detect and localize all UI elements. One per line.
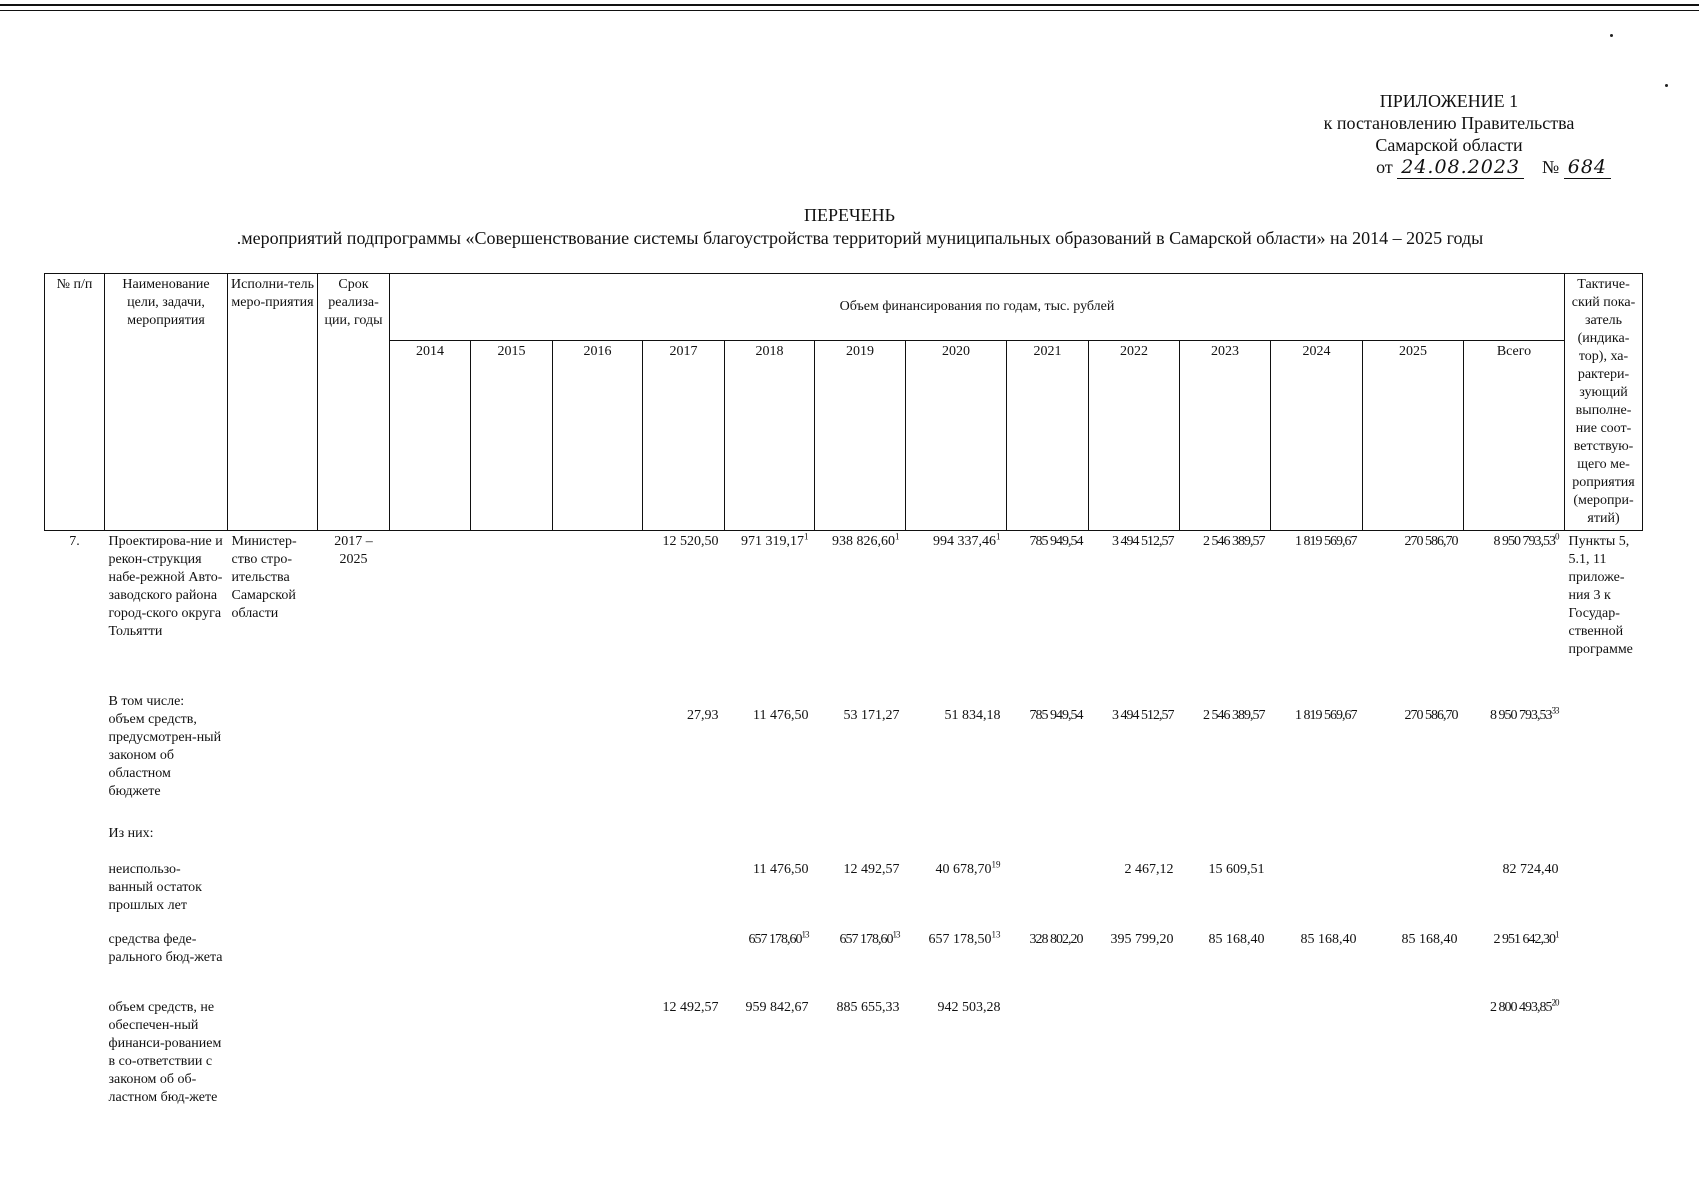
header-year: 2018 <box>725 340 815 530</box>
year-value-cell <box>815 859 906 929</box>
value-text: 51 834,18 <box>944 707 1001 723</box>
year-value-cell <box>643 859 725 929</box>
footnote-mark: 19 <box>991 858 1001 869</box>
year-value-cell <box>1271 691 1363 823</box>
year-value-cell <box>725 859 815 929</box>
row-no: 7. <box>69 534 80 549</box>
footnote-mark: 33 <box>1551 704 1559 715</box>
year-value-cell <box>1007 691 1089 823</box>
value-text: 3 494 512,57 <box>1112 534 1174 549</box>
table-row-federal-budget <box>45 929 1643 997</box>
year-value-cell <box>643 997 725 1142</box>
year-value-cell <box>471 859 553 929</box>
row-indicator: Пункты 5, 5.1, 11 приложе-ния 3 к Государ-ственной программе <box>1568 534 1633 657</box>
appendix-label: ПРИЛОЖЕНИЕ 1 <box>1379 91 1519 111</box>
row-name: средства феде-рального бюд-жета <box>108 931 223 965</box>
year-value-cell <box>1180 929 1271 997</box>
footnote-mark: 0 <box>1555 531 1559 542</box>
value-text: 1 819 569,67 <box>1295 707 1357 723</box>
year-value-cell <box>390 531 471 691</box>
value-text: 885 655,33 <box>836 999 900 1015</box>
footnote-mark: 20 <box>1551 996 1559 1007</box>
number-prefix: № <box>1542 157 1560 177</box>
header-year: 2016 <box>553 340 643 530</box>
total-cell <box>1464 929 1565 997</box>
value-text: 8 950 793,53 <box>1490 707 1552 723</box>
document-title: ПЕРЕЧЕНЬ <box>803 205 896 225</box>
header-year: 2023 <box>1180 340 1271 530</box>
value-text: 657 178,50 <box>928 931 992 947</box>
header-year: 2015 <box>471 340 553 530</box>
row-name: неиспользо-ванный остаток прошлых лет <box>108 861 202 913</box>
year-value-cell <box>815 997 906 1142</box>
value-text: 270 586,70 <box>1404 707 1458 723</box>
year-value-cell <box>553 859 643 929</box>
total-cell <box>1464 531 1565 691</box>
value-text: 959 842,67 <box>745 999 809 1015</box>
scan-top-border-inner <box>0 10 1699 11</box>
value-text: 1 819 569,67 <box>1295 534 1357 549</box>
table-row-main <box>45 531 1643 691</box>
year-value-cell <box>471 531 553 691</box>
scan-speck <box>1610 34 1613 37</box>
year-value-cell <box>1007 929 1089 997</box>
footnote-mark: 13 <box>892 928 900 939</box>
year-value-cell <box>1089 929 1180 997</box>
year-value-cell <box>815 929 906 997</box>
header-indicator: Тактиче-ский пока-затель (индика-тор), ха-рактери-зующий выполне-ние соот-ветствую-щего ме-роприятия (меропри-ятий) <box>1565 274 1643 531</box>
total-cell <box>1464 691 1565 823</box>
year-value-cell <box>643 929 725 997</box>
header-year: 2022 <box>1089 340 1180 530</box>
table-row-unused-balance <box>45 859 1643 929</box>
header-year: 2025 <box>1363 340 1464 530</box>
year-value-cell <box>1089 859 1180 929</box>
value-text: 2 546 389,57 <box>1203 707 1265 723</box>
footnote-mark: 1 <box>895 531 900 542</box>
value-text: 657 178,60 <box>748 931 802 947</box>
value-text: 2 467,12 <box>1124 861 1174 877</box>
value-text: 12 520,50 <box>662 534 719 549</box>
header-no: № п/п <box>45 274 105 531</box>
value-text: 994 337,46 <box>933 534 996 549</box>
value-text: 12 492,57 <box>843 861 900 877</box>
year-value-cell <box>1271 997 1363 1142</box>
decree-date-line <box>1279 156 1619 178</box>
document-subtitle: .мероприятий подпрограммы «Совершенствование системы благоустройства территорий муниципальных образований в Самарской области» на 2014 – 2025 годы <box>236 228 1484 248</box>
table-header-row <box>45 274 1643 341</box>
row-name: объем средств, не обеспечен-ный финанси-рованием в со-ответствии с законом об об-ластном бюд-жете <box>108 999 222 1105</box>
header-year: 2014 <box>390 340 471 530</box>
year-value-cell <box>1180 691 1271 823</box>
decree-number: 684 <box>1564 156 1611 179</box>
year-value-cell <box>1089 997 1180 1142</box>
year-value-cell <box>643 531 725 691</box>
value-text: 53 171,27 <box>843 707 900 723</box>
value-text: 785 949,54 <box>1029 534 1083 549</box>
total-cell <box>1464 859 1565 929</box>
row-term: 2017 – 2025 <box>334 534 373 567</box>
scan-top-border <box>0 4 1699 6</box>
header-term: Срок реализа-ции, годы <box>318 274 390 531</box>
decree-line-1: к постановлению Правительства <box>1323 113 1575 133</box>
year-value-cell <box>1363 859 1464 929</box>
row-name: Из них: <box>108 825 154 841</box>
row-name: Проектирова-ние и рекон-струкция набе-режной Авто-заводского района город-ского округа Тольятти <box>108 534 223 639</box>
year-value-cell <box>390 929 471 997</box>
year-value-cell <box>1363 531 1464 691</box>
measures-table <box>44 273 1643 1142</box>
year-value-cell <box>1271 859 1363 929</box>
table-row-of-them <box>45 823 1643 859</box>
decree-date: 24.08.2023 <box>1397 156 1524 179</box>
value-text: 85 168,40 <box>1401 931 1458 947</box>
year-value-cell <box>643 691 725 823</box>
year-value-cell <box>906 531 1007 691</box>
header-executor: Исполни-тель меро-приятия <box>228 274 318 531</box>
year-value-cell <box>1180 531 1271 691</box>
header-year: 2020 <box>906 340 1007 530</box>
header-total: Всего <box>1464 340 1565 530</box>
value-text: 971 319,17 <box>741 534 804 549</box>
year-value-cell <box>553 531 643 691</box>
header-year: 2021 <box>1007 340 1089 530</box>
value-text: 2 800 493,85 <box>1490 999 1552 1015</box>
decree-line-2: Самарской области <box>1375 135 1523 155</box>
footnote-mark: 13 <box>801 928 809 939</box>
table-row-including <box>45 691 1643 823</box>
footnote-mark: 13 <box>991 928 1001 939</box>
footnote-mark: 1 <box>804 531 809 542</box>
year-value-cell <box>1007 531 1089 691</box>
year-value-cell <box>553 691 643 823</box>
year-value-cell <box>815 691 906 823</box>
footnote-mark: 1 <box>996 531 1001 542</box>
year-value-cell <box>1089 531 1180 691</box>
value-text: 3 494 512,57 <box>1112 707 1174 723</box>
approval-block <box>1279 90 1619 178</box>
year-value-cell <box>471 929 553 997</box>
year-value-cell <box>1271 929 1363 997</box>
year-value-cell <box>1271 531 1363 691</box>
header-year: 2019 <box>815 340 906 530</box>
year-value-cell <box>553 929 643 997</box>
value-text: 85 168,40 <box>1208 931 1265 947</box>
value-text: 85 168,40 <box>1300 931 1357 947</box>
value-text: 657 178,60 <box>839 931 893 947</box>
value-text: 15 609,51 <box>1208 861 1265 877</box>
date-prefix: от <box>1376 157 1393 177</box>
year-value-cell <box>725 997 815 1142</box>
value-text: 328 802,20 <box>1029 931 1083 947</box>
value-text: 8 950 793,53 <box>1493 534 1556 549</box>
value-text: 11 476,50 <box>753 707 809 723</box>
value-text: 942 503,28 <box>937 999 1001 1015</box>
year-value-cell <box>1363 997 1464 1142</box>
footnote-mark: 1 <box>1555 928 1559 939</box>
value-text: 12 492,57 <box>662 999 719 1015</box>
value-text: 2 546 389,57 <box>1203 534 1265 549</box>
value-text: 785 949,54 <box>1029 707 1083 723</box>
year-value-cell <box>906 859 1007 929</box>
row-name: В том числе: объем средств, предусмотрен-ный законом об областном бюджете <box>108 693 222 799</box>
header-year: 2024 <box>1271 340 1363 530</box>
header-funding: Объем финансирования по годам, тыс. рублей <box>390 274 1565 341</box>
total-cell <box>1464 997 1565 1142</box>
year-value-cell <box>906 997 1007 1142</box>
year-value-cell <box>1180 859 1271 929</box>
year-value-cell <box>553 997 643 1142</box>
year-value-cell <box>390 859 471 929</box>
value-text: 938 826,60 <box>832 534 895 549</box>
year-value-cell <box>1007 859 1089 929</box>
table-row-unsecured <box>45 997 1643 1142</box>
year-value-cell <box>1363 929 1464 997</box>
year-value-cell <box>471 691 553 823</box>
value-text: 40 678,70 <box>935 861 992 877</box>
year-value-cell <box>725 531 815 691</box>
value-text: 82 724,40 <box>1502 861 1559 877</box>
year-value-cell <box>390 691 471 823</box>
year-value-cell <box>1089 691 1180 823</box>
value-text: 270 586,70 <box>1404 534 1458 549</box>
year-value-cell <box>1363 691 1464 823</box>
year-value-cell <box>906 691 1007 823</box>
value-text: 395 799,20 <box>1110 931 1174 947</box>
value-text: 27,93 <box>687 707 719 723</box>
year-value-cell <box>390 997 471 1142</box>
year-value-cell <box>1007 997 1089 1142</box>
value-text: 11 476,50 <box>753 861 809 877</box>
header-year: 2017 <box>643 340 725 530</box>
header-name: Наименование цели, задачи, мероприятия <box>105 274 228 531</box>
year-value-cell <box>471 997 553 1142</box>
year-value-cell <box>725 929 815 997</box>
scan-speck <box>1665 84 1668 87</box>
year-value-cell <box>725 691 815 823</box>
value-text: 2 951 642,30 <box>1493 931 1556 947</box>
year-value-cell <box>1180 997 1271 1142</box>
year-value-cell <box>815 531 906 691</box>
row-executor: Министер-ство стро-ительства Самарской области <box>231 534 297 621</box>
year-value-cell <box>906 929 1007 997</box>
